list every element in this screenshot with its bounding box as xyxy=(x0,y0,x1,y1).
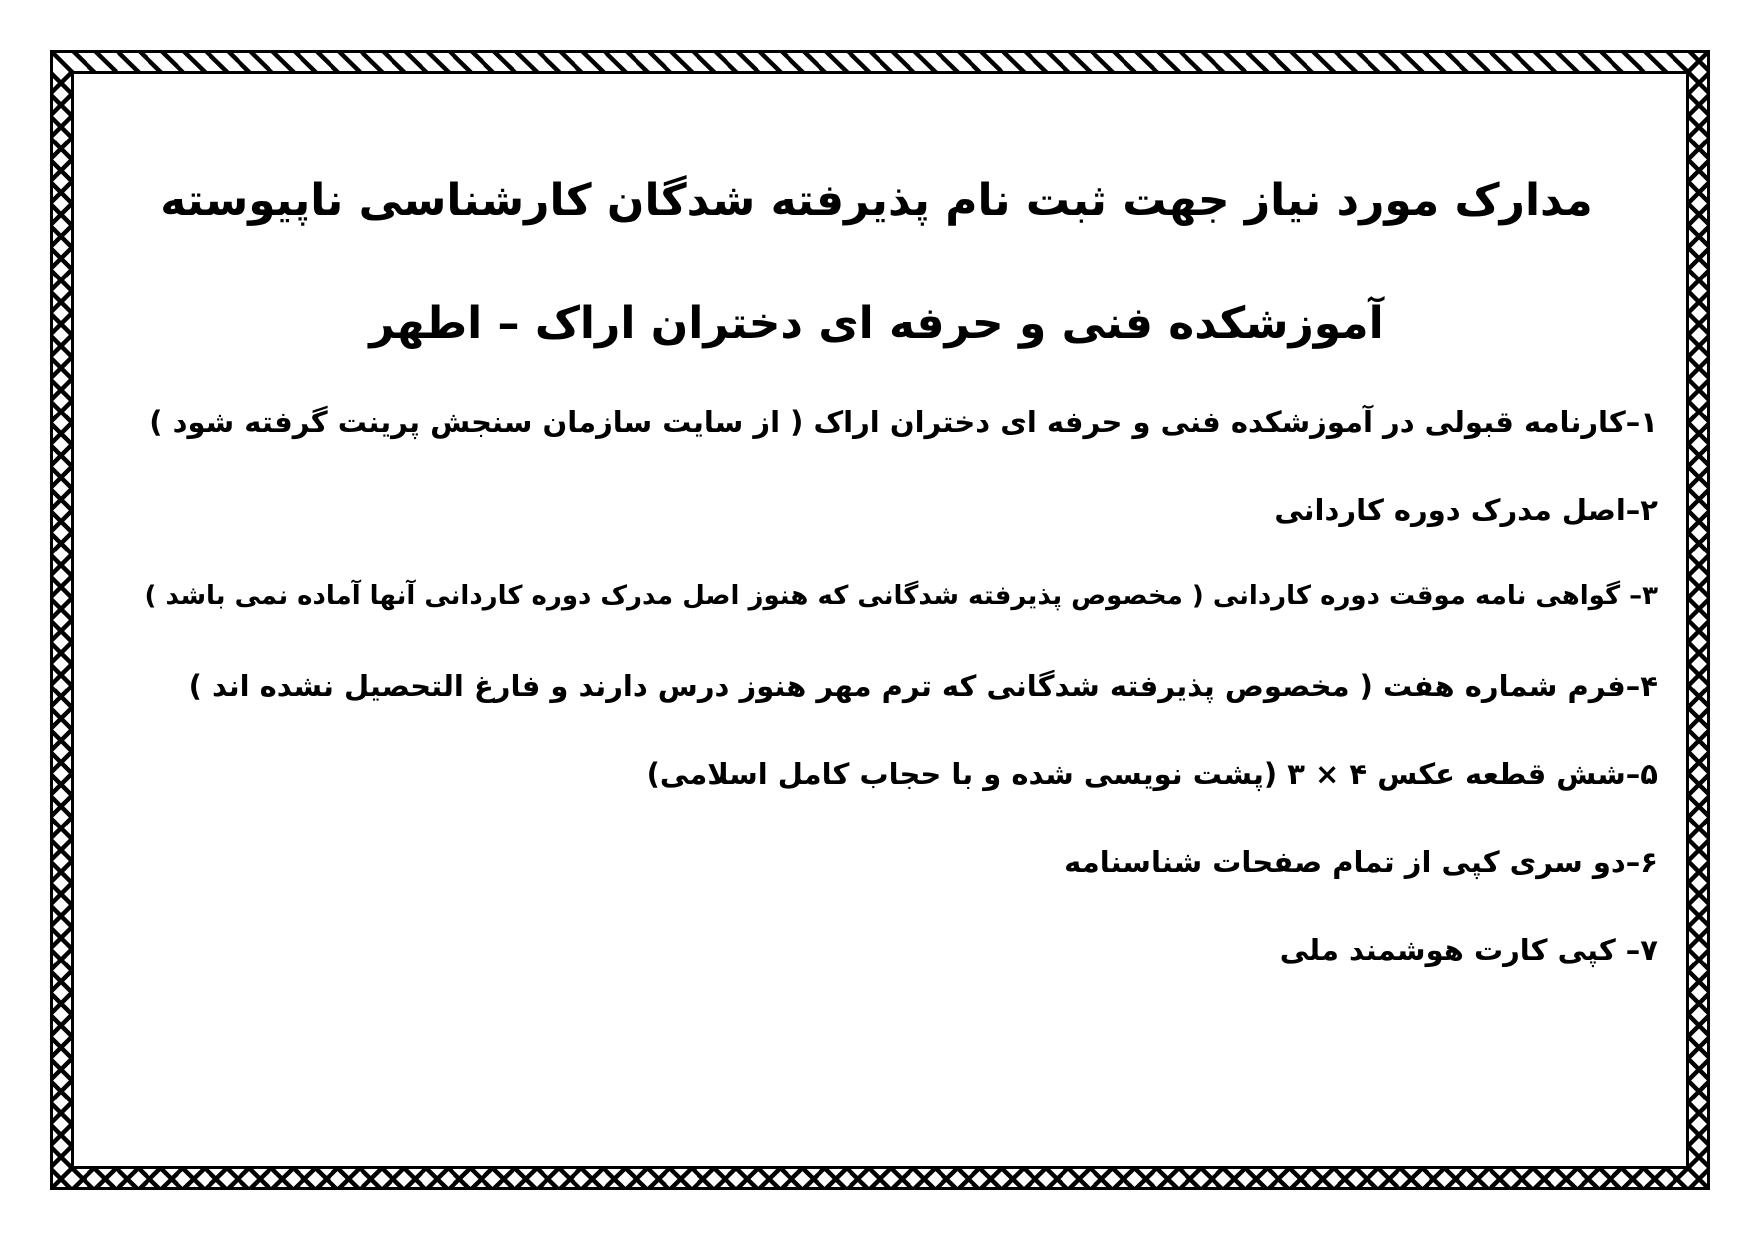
requirement-item: ۲–اصل مدرک دوره کاردانی xyxy=(1274,493,1658,527)
requirement-item: ۵–شش قطعه عکس ۴ × ۳ (پشت نویسی شده و با حجاب کامل اسلامی) xyxy=(646,757,1658,791)
requirement-item: ۴–فرم شماره هفت ( مخصوص پذیرفته شدگانی که ترم مهر هنوز درس دارند و فارغ التحصیل نشده اند ) xyxy=(188,669,1658,703)
requirements-list xyxy=(144,405,1658,1021)
requirement-item: ۱–کارنامه قبولی در آموزشکده فنی و حرفه ای دختران اراک ( از سایت سازمان سنجش پرینت گرفته شود ) xyxy=(149,405,1658,439)
requirement-item: ۶–دو سری کپی از تمام صفحات شناسنامه xyxy=(1064,845,1658,879)
page-subtitle: آموزشکده فنی و حرفه ای دختران اراک – اطهر xyxy=(369,298,1384,349)
page-title: مدارک مورد نیاز جهت ثبت نام پذیرفته شدگان کارشناسی ناپیوسته xyxy=(160,175,1593,226)
requirement-item: ۷– کپی کارت هوشمند ملی xyxy=(1279,933,1658,967)
requirement-item: ۳– گواهی نامه موقت دوره کاردانی ( مخصوص پذیرفته شدگانی که هنوز اصل مدرک دوره کاردانی آنها آماده نمی باشد ) xyxy=(144,581,1658,611)
